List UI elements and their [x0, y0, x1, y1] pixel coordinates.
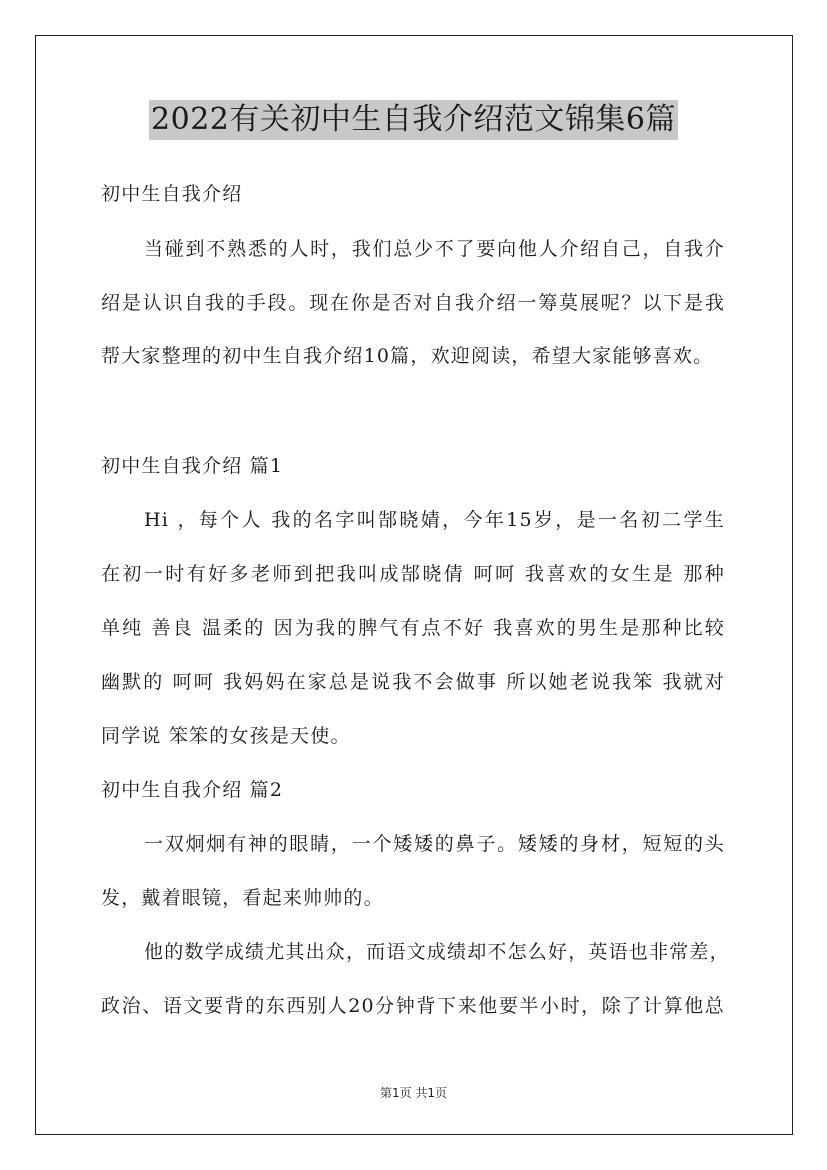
paragraph-line: 当碰到不熟悉的人时，我们总少不了要向他人介绍自己，自我介	[144, 238, 725, 260]
section-heading: 初中生自我介绍 篇2	[101, 779, 284, 801]
paragraph-line: 政治、语文要背的东西别人20分钟背下来他要半小时，除了计算他总	[101, 995, 725, 1017]
document-title: 2022有关初中生自我介绍范文锦集6篇	[149, 100, 678, 140]
paragraph-line: 一双炯炯有神的眼睛，一个矮矮的鼻子。矮矮的身材，短短的头	[144, 833, 725, 855]
paragraph-line: 单纯 善良 温柔的 因为我的脾气有点不好 我喜欢的男生是那种比较	[101, 617, 725, 639]
page-footer: 第1页 共1页	[379, 1086, 448, 1100]
paragraph-line: 同学说 笨笨的女孩是天使。	[101, 725, 351, 747]
paragraph-line: 帮大家整理的初中生自我介绍10篇，欢迎阅读，希望大家能够喜欢。	[101, 345, 714, 367]
section-heading: 初中生自我介绍	[101, 183, 243, 205]
paragraph-line: 在初一时有好多老师到把我叫成郜晓倩 呵呵 我喜欢的女生是 那种	[101, 563, 725, 585]
paragraph-line: 发，戴着眼镜，看起来帅帅的。	[101, 887, 384, 909]
paragraph-line: 绍是认识自我的手段。现在你是否对自我介绍一筹莫展呢？以下是我	[101, 292, 725, 314]
section-heading: 初中生自我介绍 篇1	[101, 455, 284, 477]
paragraph-line: 他的数学成绩尤其出众，而语文成绩却不怎么好，英语也非常差，	[144, 941, 730, 963]
paragraph-line: Hi ，每个人 我的名字叫郜晓婧，今年15岁，是一名初二学生	[144, 509, 725, 531]
paragraph-line: 幽默的 呵呵 我妈妈在家总是说我不会做事 所以她老说我笨 我就对	[101, 671, 725, 693]
title-block	[0, 100, 827, 140]
